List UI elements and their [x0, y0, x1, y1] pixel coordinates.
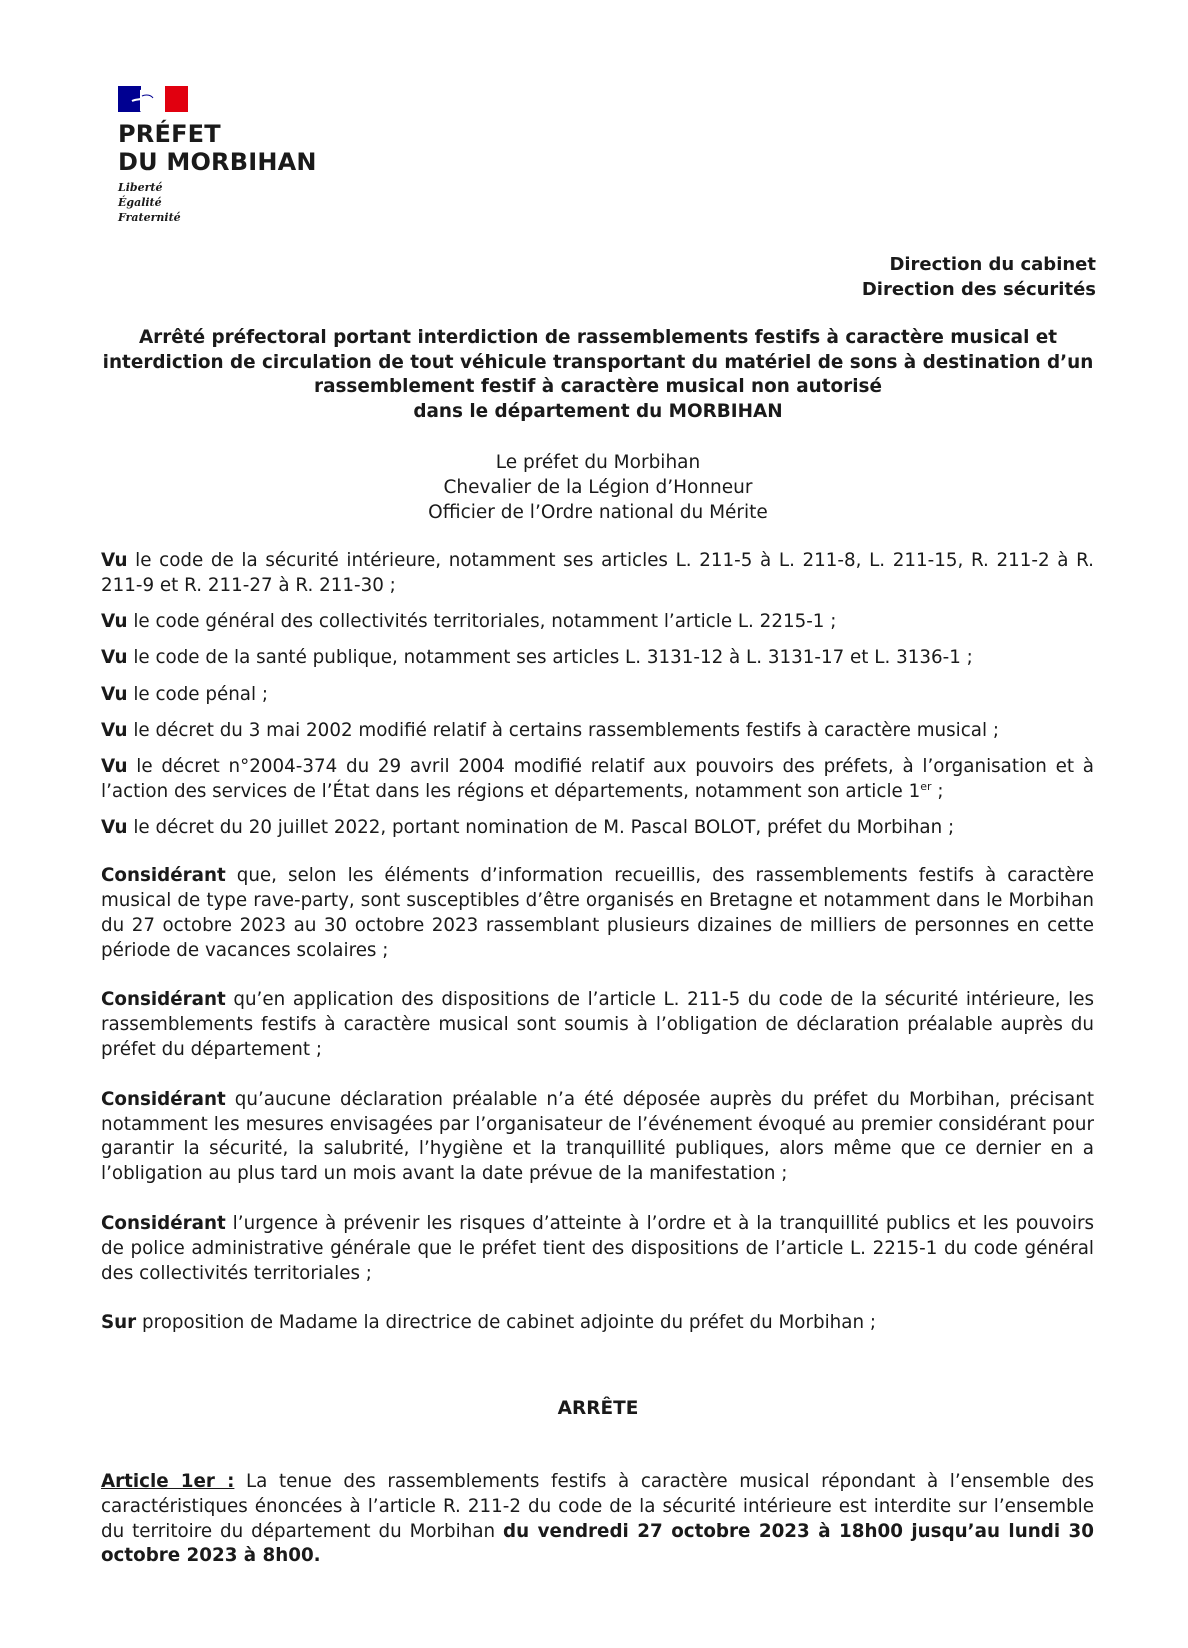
considerant-lead: Considérant — [101, 865, 226, 887]
visa-lead: Vu — [101, 611, 128, 633]
visa-text: le code général des collectivités territoriales, notamment l’article L. 2215-1 ; — [127, 611, 837, 633]
prefet-line-1: PRÉFET — [118, 120, 221, 148]
visa-lead: Vu — [101, 550, 128, 571]
marianne-flag-icon — [118, 86, 188, 112]
direction-line-2: Direction des sécurités — [861, 279, 1096, 300]
decree-heading: ARRÊTE — [557, 1398, 639, 1419]
title-line-2: interdiction de circulation de tout véhicule transportant du matériel de sons à destination d’un — [102, 351, 1094, 373]
prefecture-name — [118, 120, 317, 176]
considerant-text: l’urgence à prévenir les risques d’atteinte à l’ordre et à la tranquillité publics et les pouvoirs de police administrative générale que le préfet tient des dispositions de l’article L. 2215-1 du code général des collectivités territoriales ; — [101, 1212, 1094, 1284]
visa-lead: Vu — [101, 683, 128, 705]
document-title — [100, 326, 1096, 424]
direction-line-1: Direction du cabinet — [889, 254, 1096, 275]
article-1-dates: du vendredi 27 octobre 2023 à 18h00 jusqu’au lundi 30 octobre 2023 à 8h00. — [101, 1520, 1094, 1567]
visa-paragraph — [101, 646, 1094, 671]
visa-paragraph — [101, 719, 1094, 744]
considerant-text: que, selon les éléments d’information recueillis, des rassemblements festifs à caractère musical de type rave-party, sont susceptibles d’être organisés en Bretagne et notamment dans le Morbihan du 27 octobre 2023 au 30 octobre 2023 rassemblant plusieurs dizaines de milliers de personnes en cette période de vacances scolaires ; — [101, 865, 1094, 961]
visa-text: le décret du 20 juillet 2022, portant nomination de M. Pascal BOLOT, préfet du Morbihan ; — [127, 817, 955, 839]
authority-block — [100, 450, 1096, 525]
title-line-1: Arrêté préfectoral portant interdiction de rassemblements festifs à caractère musical et — [138, 327, 1058, 348]
authority-line-1: Le préfet du Morbihan — [495, 452, 701, 473]
visa-text: le code de la sécurité intérieure, notamment ses articles L. 211-5 à L. 211-8, L. 211-15, R. 211-2 à R. 211-9 et R. 211-27 à R. 211-30 ; — [101, 550, 1094, 596]
visa-text: le décret n°2004-374 du 29 avril 2004 modifié relatif aux pouvoirs des préfets, à l’organisation et à l’action des services de l’État dans les régions et départements, notamment son article 1 — [101, 756, 1094, 803]
considerant-text: qu’en application des dispositions de l’article L. 211-5 du code de la sécurité intérieure, les rassemblements festifs à caractère musical sont soumis à l’obligation de déclaration préalable auprès du préfet du département ; — [101, 989, 1094, 1060]
article-1-text: La tenue des rassemblements festifs à caractère musical répondant à l’ensemble des caractéristiques énoncées à l’article R. 211-2 du code de la sécurité intérieure est interdite sur l’ensemble du territoire du département du Morbihan — [101, 1471, 1094, 1542]
visa-paragraph — [101, 683, 1094, 708]
visa-lead: Vu — [101, 719, 128, 741]
visa-text: le code pénal ; — [127, 683, 269, 705]
visa-paragraph — [101, 549, 1094, 599]
considerant-paragraph — [101, 988, 1094, 1062]
visa-lead: Vu — [101, 647, 128, 669]
authority-line-2: Chevalier de la Légion d’Honneur — [443, 477, 753, 498]
motto-fraternite: Fraternité — [118, 211, 181, 224]
considerant-lead: Considérant — [101, 1212, 226, 1234]
proposal-paragraph — [101, 1311, 1094, 1336]
considerant-text: qu’aucune déclaration préalable n’a été déposée auprès du préfet du Morbihan, précisant notamment les mesures envisagées par l’organisateur de l’événement évoqué au premier considérant pour garantir la sécurité, la salubrité, l’hygiène et la tranquillité publiques, alors même que ce dernier en a l’obligation au plus tard un mois avant la date prévue de la manifestation ; — [101, 1088, 1094, 1185]
republic-motto — [118, 180, 181, 225]
considerant-lead: Considérant — [101, 989, 226, 1011]
prefet-line-2: DU MORBIHAN — [118, 148, 317, 176]
considerant-paragraph — [101, 1088, 1094, 1187]
considerant-lead: Considérant — [101, 1088, 226, 1110]
authority-line-3: Officier de l’Ordre national du Mérite — [428, 502, 768, 523]
considerant-paragraph — [101, 864, 1094, 963]
article-1 — [101, 1470, 1094, 1569]
article-1-label: Article 1er : — [101, 1471, 235, 1492]
visa-lead: Vu — [101, 817, 128, 839]
proposal-text: proposition de Madame la directrice de cabinet adjointe du préfet du Morbihan ; — [136, 1312, 877, 1334]
visa-superscript: er — [920, 779, 932, 793]
visa-text: le code de la santé publique, notamment ses articles L. 3131-12 à L. 3131-17 et L. 3136-1 ; — [127, 647, 973, 669]
visa-paragraph — [101, 755, 1094, 805]
motto-liberte: Liberté — [118, 181, 163, 194]
title-line-4: dans le département du MORBIHAN — [413, 400, 783, 422]
motto-egalite: Égalité — [118, 196, 162, 209]
title-line-3: rassemblement festif à caractère musical non autorisé — [314, 376, 882, 397]
considerant-paragraph — [101, 1212, 1094, 1286]
visa-tail: ; — [931, 781, 944, 803]
proposal-lead: Sur — [101, 1312, 137, 1334]
issuing-direction — [862, 252, 1096, 302]
visa-paragraph — [101, 816, 1094, 841]
visa-lead: Vu — [101, 756, 128, 778]
visa-paragraph — [101, 610, 1094, 635]
document-body — [101, 549, 1094, 1336]
visa-text: le décret du 3 mai 2002 modifié relatif à certains rassemblements festifs à caractère musical ; — [127, 719, 1000, 741]
